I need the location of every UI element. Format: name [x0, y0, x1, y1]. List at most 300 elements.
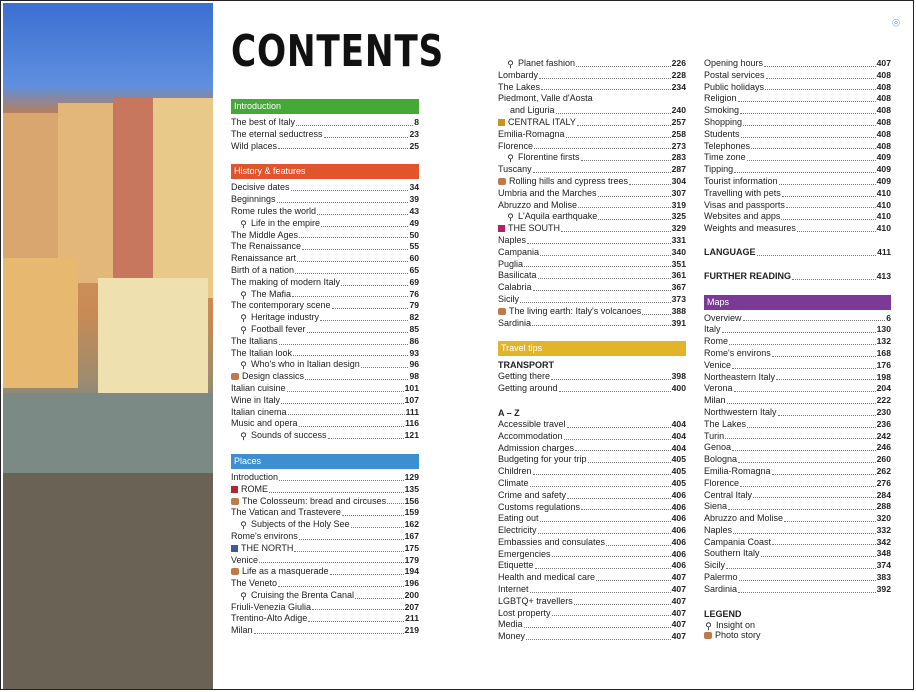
- toc-entry[interactable]: [231, 507, 419, 519]
- leader-dots: [294, 550, 403, 552]
- toc-entry[interactable]: [704, 93, 891, 105]
- section-header: Travel tips: [498, 341, 686, 356]
- toc-entry[interactable]: [231, 418, 419, 430]
- leader-dots: [254, 632, 404, 634]
- toc-entry[interactable]: [498, 82, 686, 94]
- toc-entry[interactable]: [231, 383, 419, 395]
- toc-entry[interactable]: [231, 484, 419, 496]
- toc-entry-label: Electricity: [498, 525, 537, 536]
- toc-entry-label: Rome's environs: [231, 530, 298, 541]
- toc-entry[interactable]: [231, 371, 419, 383]
- leader-dots: [259, 561, 404, 563]
- toc-entry[interactable]: [231, 312, 419, 324]
- toc-entry[interactable]: [704, 348, 891, 360]
- toc-entry[interactable]: [498, 58, 686, 70]
- toc-entry[interactable]: [704, 200, 891, 212]
- toc-entry[interactable]: [704, 70, 891, 82]
- subsection-title: LEGEND: [704, 608, 742, 619]
- page-number: 39: [409, 194, 419, 205]
- toc-entry-label: Budgeting for your trip: [498, 454, 587, 465]
- toc-entry-label: Florence: [498, 140, 534, 151]
- toc-entry[interactable]: [704, 431, 891, 443]
- insight-pin-icon: ⚲: [240, 431, 247, 442]
- toc-entry[interactable]: [498, 129, 686, 141]
- toc-entry[interactable]: [704, 454, 891, 466]
- section-header: History & features: [231, 164, 419, 179]
- toc-entry[interactable]: [231, 265, 419, 277]
- page-number: 332: [876, 524, 891, 535]
- spacer: [704, 283, 891, 295]
- toc-entry[interactable]: [498, 608, 686, 620]
- toc-entry-label: The Renaissance: [231, 241, 302, 252]
- toc-entry-label: LANGUAGE: [704, 246, 756, 257]
- page-number: 388: [671, 305, 686, 316]
- toc-entry[interactable]: [498, 383, 686, 395]
- toc-entry[interactable]: [498, 176, 686, 188]
- toc-entry-label: The Italians: [231, 335, 278, 346]
- toc-entry-label: L'Aquila earthquake: [518, 211, 598, 222]
- page-number: 55: [409, 241, 419, 252]
- page-number: 246: [876, 442, 891, 453]
- toc-entry[interactable]: [498, 318, 686, 330]
- page-number: 234: [671, 81, 686, 92]
- page-number: 331: [671, 234, 686, 245]
- toc-entry[interactable]: [498, 466, 686, 478]
- toc-entry[interactable]: [704, 324, 891, 336]
- page-number: 342: [876, 536, 891, 547]
- page-number: 76: [409, 288, 419, 299]
- toc-entry-label: Students: [704, 128, 740, 139]
- toc-entry-label: Abruzzo and Molise: [498, 199, 578, 210]
- page-number: 159: [404, 507, 419, 518]
- leader-dots: [540, 520, 671, 522]
- page-number: 257: [671, 116, 686, 127]
- toc-entry[interactable]: [498, 502, 686, 514]
- leader-dots: [598, 195, 671, 197]
- page-number: 406: [671, 536, 686, 547]
- toc-entry[interactable]: [498, 371, 686, 383]
- toc-entry[interactable]: [231, 230, 419, 242]
- page-number: 287: [671, 164, 686, 175]
- toc-entry[interactable]: [704, 247, 891, 259]
- toc-entry[interactable]: [704, 105, 891, 117]
- toc-entry[interactable]: [704, 383, 891, 395]
- page-number: 408: [876, 105, 891, 116]
- leader-dots: [726, 567, 876, 569]
- toc-entry-label: Lombardy: [498, 69, 539, 80]
- leader-dots: [733, 532, 876, 534]
- toc-entry[interactable]: [498, 549, 686, 561]
- toc-entry[interactable]: [704, 466, 891, 478]
- toc-entry[interactable]: [704, 407, 891, 419]
- page-number: 116: [405, 418, 419, 429]
- toc-entry[interactable]: [498, 513, 686, 525]
- toc-entry-label: Milan: [231, 625, 253, 636]
- toc-entry[interactable]: [704, 490, 891, 502]
- toc-entry[interactable]: [704, 223, 891, 235]
- toc-entry[interactable]: [704, 395, 891, 407]
- toc-entry[interactable]: [704, 164, 891, 176]
- toc-entry[interactable]: [498, 431, 686, 443]
- page-number: 409: [876, 164, 891, 175]
- page-number: 93: [409, 347, 419, 358]
- toc-entry-label: Emergencies: [498, 548, 551, 559]
- leader-dots: [772, 473, 876, 475]
- leader-dots: [778, 414, 876, 416]
- toc-entry[interactable]: [231, 359, 419, 371]
- toc-entry[interactable]: [231, 472, 419, 484]
- leader-dots: [302, 248, 408, 250]
- toc-entry[interactable]: [498, 117, 686, 129]
- toc-entry-label: Renaissance art: [231, 253, 297, 264]
- toc-entry[interactable]: [498, 282, 686, 294]
- toc-entry[interactable]: [231, 496, 419, 508]
- page-number: 49: [409, 217, 419, 228]
- leader-dots: [526, 638, 671, 640]
- photo-story-icon: [231, 568, 239, 575]
- leader-dots: [576, 65, 671, 67]
- toc-entry[interactable]: [498, 200, 686, 212]
- toc-entry[interactable]: [704, 58, 891, 70]
- toc-entry[interactable]: [498, 247, 686, 259]
- page-number: 407: [671, 619, 686, 630]
- toc-entry[interactable]: [231, 566, 419, 578]
- page-number: 219: [404, 625, 419, 636]
- toc-entry[interactable]: [704, 372, 891, 384]
- toc-entry[interactable]: [498, 584, 686, 596]
- toc-entry[interactable]: [498, 294, 686, 306]
- toc-entry[interactable]: [231, 182, 419, 194]
- toc-entry[interactable]: [498, 443, 686, 455]
- toc-entry[interactable]: [704, 501, 891, 513]
- toc-entry-label: Southern Italy: [704, 548, 760, 559]
- toc-entry[interactable]: [231, 117, 419, 129]
- toc-entry[interactable]: [498, 419, 686, 431]
- toc-entry[interactable]: [231, 289, 419, 301]
- page-number: 156: [404, 495, 419, 506]
- page-number: 60: [409, 253, 419, 264]
- toc-entry[interactable]: [704, 152, 891, 164]
- visual-search-icon[interactable]: ⌾: [884, 12, 908, 36]
- insight-pin-icon: ⚲: [240, 313, 247, 324]
- toc-entry[interactable]: [231, 218, 419, 230]
- toc-entry[interactable]: [231, 590, 419, 602]
- toc-entry[interactable]: [704, 188, 891, 200]
- leader-dots: [729, 343, 876, 345]
- page-number: 222: [876, 395, 891, 406]
- toc-entry[interactable]: [704, 129, 891, 141]
- toc-entry[interactable]: [231, 324, 419, 336]
- page-number: 398: [671, 371, 686, 382]
- toc-entry-label: Life in the empire: [251, 217, 321, 228]
- toc-entry[interactable]: [704, 360, 891, 372]
- leader-dots: [728, 508, 876, 510]
- toc-entry[interactable]: [231, 241, 419, 253]
- toc-entry[interactable]: [704, 336, 891, 348]
- toc-entry-label: Umbria and the Marches: [498, 187, 597, 198]
- toc-entry-label: Etiquette: [498, 560, 534, 571]
- toc-entry[interactable]: [498, 572, 686, 584]
- leader-dots: [288, 413, 405, 415]
- leader-dots: [361, 366, 409, 368]
- leader-dots: [279, 343, 409, 345]
- leader-dots: [764, 65, 876, 67]
- toc-entry[interactable]: [231, 602, 419, 614]
- leader-dots: [738, 100, 876, 102]
- toc-entry-label: Music and opera: [231, 418, 298, 429]
- toc-entry[interactable]: [704, 560, 891, 572]
- toc-entry-label: Public holidays: [704, 81, 765, 92]
- toc-entry-label: Accommodation: [498, 430, 563, 441]
- toc-entry-label: Sardinia: [498, 317, 532, 328]
- page-number: 407: [671, 572, 686, 583]
- page-number: 325: [671, 211, 686, 222]
- toc-entry-label: Puglia: [498, 258, 524, 269]
- leader-dots: [539, 77, 671, 79]
- toc-entry-label: Lost property: [498, 607, 551, 618]
- page-number: 276: [876, 477, 891, 488]
- page-number: 98: [409, 371, 419, 382]
- toc-entry[interactable]: [231, 253, 419, 265]
- page-number: 107: [404, 394, 419, 405]
- page-title: CONTENTS: [231, 26, 445, 77]
- page-number: 410: [876, 211, 891, 222]
- toc-entry-label: Campania: [498, 246, 540, 257]
- toc-entry[interactable]: [231, 578, 419, 590]
- toc-column-3: [704, 58, 891, 640]
- leader-dots: [533, 289, 671, 291]
- toc-entry[interactable]: [231, 625, 419, 637]
- toc-entry[interactable]: [231, 430, 419, 442]
- leader-dots: [332, 307, 409, 309]
- toc-entry-label: Who's who in Italian design: [251, 359, 360, 370]
- toc-entry[interactable]: [498, 70, 686, 82]
- page-number: 23: [409, 128, 419, 139]
- toc-entry[interactable]: [498, 537, 686, 549]
- toc-entry[interactable]: [704, 525, 891, 537]
- toc-entry[interactable]: [498, 619, 686, 631]
- toc-entry[interactable]: [498, 306, 686, 318]
- toc-entry[interactable]: [231, 277, 419, 289]
- spacer: [498, 395, 686, 407]
- toc-entry-label: Birth of a nation: [231, 264, 295, 275]
- toc-entry[interactable]: [704, 584, 891, 596]
- toc-entry[interactable]: [704, 211, 891, 223]
- toc-entry-label: Visas and passports: [704, 199, 785, 210]
- toc-entry-label: Abruzzo and Molise: [704, 513, 784, 524]
- leader-dots: [782, 195, 876, 197]
- page-number: 404: [671, 430, 686, 441]
- leader-dots: [538, 532, 671, 534]
- toc-entry[interactable]: [704, 548, 891, 560]
- toc-entry-label: The Vatican and Trastevere: [231, 507, 341, 518]
- toc-entry[interactable]: [704, 117, 891, 129]
- toc-entry[interactable]: [704, 537, 891, 549]
- insight-pin-icon: ⚲: [240, 289, 247, 300]
- toc-entry[interactable]: [704, 176, 891, 188]
- page-number: 406: [671, 560, 686, 571]
- toc-entry[interactable]: [231, 543, 419, 555]
- page-number: 409: [876, 175, 891, 186]
- page-number: 226: [671, 58, 686, 68]
- section-header: Maps: [704, 295, 891, 310]
- leader-dots: [299, 425, 405, 427]
- leader-dots: [330, 573, 404, 575]
- toc-entry[interactable]: [498, 105, 686, 117]
- toc-entry-label: Verona: [704, 383, 733, 394]
- toc-entry[interactable]: [231, 206, 419, 218]
- toc-entry-label: Florentine firsts: [518, 152, 580, 163]
- toc-entry[interactable]: [231, 141, 419, 153]
- toc-entry-label: Internet: [498, 584, 529, 595]
- toc-entry-label: Climate: [498, 477, 529, 488]
- toc-entry[interactable]: [498, 164, 686, 176]
- toc-entry[interactable]: [498, 478, 686, 490]
- toc-entry-label: Time zone: [704, 152, 746, 163]
- insight-pin-icon: ⚲: [240, 590, 247, 601]
- leader-dots: [530, 591, 671, 593]
- insight-pin-icon: ⚲: [507, 153, 514, 164]
- toc-entry-label: The Colosseum: bread and circuses: [242, 495, 387, 506]
- toc-entry-label: Tipping: [704, 164, 734, 175]
- toc-entry-label: Rome rules the world: [231, 205, 317, 216]
- page-number: 320: [876, 513, 891, 524]
- page-number: 283: [671, 152, 686, 163]
- toc-entry[interactable]: [498, 259, 686, 271]
- toc-entry[interactable]: [704, 313, 891, 325]
- toc-entry-label: Opening hours: [704, 58, 764, 68]
- toc-entry[interactable]: [498, 270, 686, 282]
- toc-entry-label: The eternal seductress: [231, 128, 323, 139]
- toc-entry-label: The contemporary scene: [231, 300, 331, 311]
- toc-entry-label: Rolling hills and cypress trees: [509, 175, 629, 186]
- page-number: 406: [671, 548, 686, 559]
- toc-entry[interactable]: [498, 454, 686, 466]
- toc-entry-label: The living earth: Italy's volcanoes: [509, 305, 642, 316]
- toc-entry[interactable]: [231, 519, 419, 531]
- toc-entry[interactable]: [231, 395, 419, 407]
- leader-dots: [551, 378, 671, 380]
- toc-entry[interactable]: [231, 129, 419, 141]
- leader-dots: [277, 201, 409, 203]
- page-number: 82: [409, 312, 419, 323]
- toc-entry-label: Shopping: [704, 116, 743, 127]
- leader-dots: [566, 136, 671, 138]
- toc-entry-label: The Lakes: [498, 81, 541, 92]
- toc-entry[interactable]: [498, 490, 686, 502]
- toc-entry-label: Travelling with pets: [704, 187, 781, 198]
- toc-entry[interactable]: [231, 613, 419, 625]
- toc-entry-label: Getting there: [498, 371, 551, 382]
- toc-entry[interactable]: [231, 407, 419, 419]
- toc-entry[interactable]: [231, 300, 419, 312]
- leader-dots: [278, 147, 408, 149]
- leader-dots: [581, 159, 671, 161]
- toc-entry[interactable]: [704, 572, 891, 584]
- toc-entry[interactable]: [704, 419, 891, 431]
- toc-entry-label: FURTHER READING: [704, 270, 791, 281]
- leader-dots: [732, 449, 876, 451]
- leader-dots: [269, 491, 404, 493]
- leader-dots: [629, 183, 671, 185]
- toc-entry-label: Subjects of the Holy See: [251, 519, 350, 530]
- toc-entry[interactable]: [498, 188, 686, 200]
- page-number: 204: [876, 383, 891, 394]
- leader-dots: [725, 437, 875, 439]
- toc-entry[interactable]: [498, 596, 686, 608]
- toc-entry[interactable]: [231, 555, 419, 567]
- toc-entry[interactable]: [498, 223, 686, 235]
- toc-entry[interactable]: [498, 235, 686, 247]
- toc-entry[interactable]: [498, 141, 686, 153]
- toc-entry[interactable]: [231, 348, 419, 360]
- toc-entry-label: Turin: [704, 430, 725, 441]
- region-marker-icon: [498, 225, 505, 232]
- leader-dots: [732, 367, 876, 369]
- leader-dots: [299, 236, 408, 238]
- toc-entry[interactable]: [498, 525, 686, 537]
- toc-entry[interactable]: [231, 531, 419, 543]
- leader-dots: [784, 520, 876, 522]
- toc-entry-label: Heritage industry: [251, 312, 320, 323]
- toc-column-1: [231, 99, 419, 637]
- photo-story-icon: [498, 308, 506, 315]
- page-number: 340: [671, 246, 686, 257]
- toc-entry[interactable]: [704, 141, 891, 153]
- toc-entry[interactable]: [498, 560, 686, 572]
- toc-entry-label: Naples: [498, 234, 527, 245]
- toc-entry-label: Sounds of success: [251, 430, 327, 441]
- page-number: 407: [671, 607, 686, 618]
- toc-entry-label: Northwestern Italy: [704, 406, 777, 417]
- leader-dots: [776, 378, 876, 380]
- page-number: 258: [671, 128, 686, 139]
- toc-entry-label: Getting around: [498, 383, 558, 394]
- toc-entry-label: Decisive dates: [231, 182, 290, 193]
- toc-entry[interactable]: [498, 211, 686, 223]
- toc-entry-label: Football fever: [251, 323, 306, 334]
- page-number: 408: [876, 140, 891, 151]
- toc-entry[interactable]: [498, 631, 686, 643]
- toc-entry-label: Media: [498, 619, 523, 630]
- toc-entry[interactable]: [704, 513, 891, 525]
- leader-dots: [740, 485, 876, 487]
- toc-entry[interactable]: [231, 194, 419, 206]
- page-number: 408: [876, 116, 891, 127]
- toc-entry[interactable]: [704, 478, 891, 490]
- toc-entry[interactable]: [704, 271, 891, 283]
- leader-dots: [734, 171, 875, 173]
- page-number: 175: [404, 542, 419, 553]
- toc-entry-label: Siena: [704, 501, 728, 512]
- leader-dots: [606, 544, 671, 546]
- leader-dots: [574, 603, 671, 605]
- leader-dots: [792, 278, 876, 280]
- page-number: 162: [404, 519, 419, 530]
- toc-entry[interactable]: [498, 152, 686, 164]
- leader-dots: [561, 230, 671, 232]
- section-header: Introduction: [231, 99, 419, 114]
- toc-entry-label: Accessible travel: [498, 418, 566, 429]
- toc-entry[interactable]: [704, 82, 891, 94]
- leader-dots: [328, 437, 404, 439]
- section-header: Places: [231, 454, 419, 469]
- legend-item: [704, 630, 891, 640]
- spacer: [231, 442, 419, 454]
- toc-entry[interactable]: [231, 336, 419, 348]
- leader-dots: [766, 77, 876, 79]
- toc-entry[interactable]: [704, 442, 891, 454]
